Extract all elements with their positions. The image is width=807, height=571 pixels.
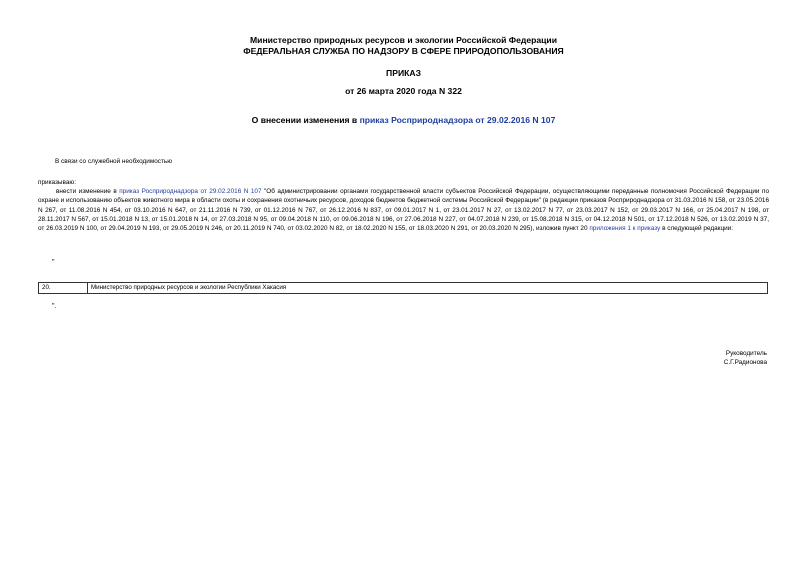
intro-text: В связи со служебной необходимостью <box>55 158 173 165</box>
quote-open-mark: " <box>52 259 55 266</box>
order-word: приказываю: <box>38 179 76 186</box>
table-row <box>38 282 768 294</box>
service-name: ФЕДЕРАЛЬНАЯ СЛУЖБА ПО НАДЗОРУ В СФЕРЕ ПРИРОДОПОЛЬЗОВАНИЯ <box>243 46 564 56</box>
document-type: ПРИКАЗ <box>386 68 421 78</box>
document-title-link[interactable]: приказ Росприроднадзора от 29.02.2016 N 107 <box>359 115 556 125</box>
ministry-name: Министерство природных ресурсов и экологии Российской Федерации <box>250 35 557 45</box>
document-title-prefix: О внесении изменения в <box>251 115 360 125</box>
order-text-start: внести изменение в <box>56 188 120 195</box>
signature-position: Руководитель <box>725 350 767 357</box>
order-text-main: "Об администрировании органами государственной власти субъектов Российской Федерации, осуществляющими переданные полномочия Российской Федерации по охране и использованию объектов животного мира в области охоты и сохранения охотничьих ресурсов, доходов бюджетов бюджетной системы Российской Федерации" (в редакции приказов Росприроднадзора от 31.03.2016 N 158, от 23.05.2016 N 267, от 11.08.2016 N 454, от 03.10.2016 N 647, от 21.11.2016 N 739, от 01.12.2016 N 767, от 26.12.2016 N 837, от 09.01.2017 N 1, от 23.01.2017 N 27, от 13.02.2017 N 77, от 23.03.2017 N 152, от 29.03.2017 N 166, от 25.04.2017 N 198, от 28.11.2017 N 567, от 15.01.2018 N 13, от 15.01.2018 N 14, от 27.03.2018 N 95, от 09.04.2018 N 110, от 09.06.2018 N 196, от 27.06.2018 N 227, от 04.07.2018 N 239, от 15.08.2018 N 315, от 04.12.2018 N 501, от 17.12.2018 N 526, от 13.02.2019 N 37, от 26.03.2019 N 100, от 29.04.2019 N 193, от 29.05.2019 N 246, от 20.11.2019 N 740, от 03.02.2020 N 82, от 18.02.2020 N 155, от 18.03.2020 N 291, от 20.03.2020 N 295), изложив пункт 20 <box>38 188 770 233</box>
quote-close-mark: ". <box>52 303 57 310</box>
order-paragraph <box>38 187 769 233</box>
table-cell-number: 20. <box>39 283 88 293</box>
order-link-prikaz[interactable]: приказ Росприроднадзора от 29.02.2016 N 107 <box>119 188 262 195</box>
document-date-number: от 26 марта 2020 года N 322 <box>345 86 462 96</box>
order-link-appendix[interactable]: приложения 1 к приказу <box>589 225 661 233</box>
table-cell-name: Министерство природных ресурсов и экологии Республики Хакасия <box>91 284 287 291</box>
document-title <box>0 115 807 126</box>
signature-name: С.Г.Радионова <box>723 359 767 366</box>
order-text-end: в следующей редакции: <box>660 225 734 233</box>
